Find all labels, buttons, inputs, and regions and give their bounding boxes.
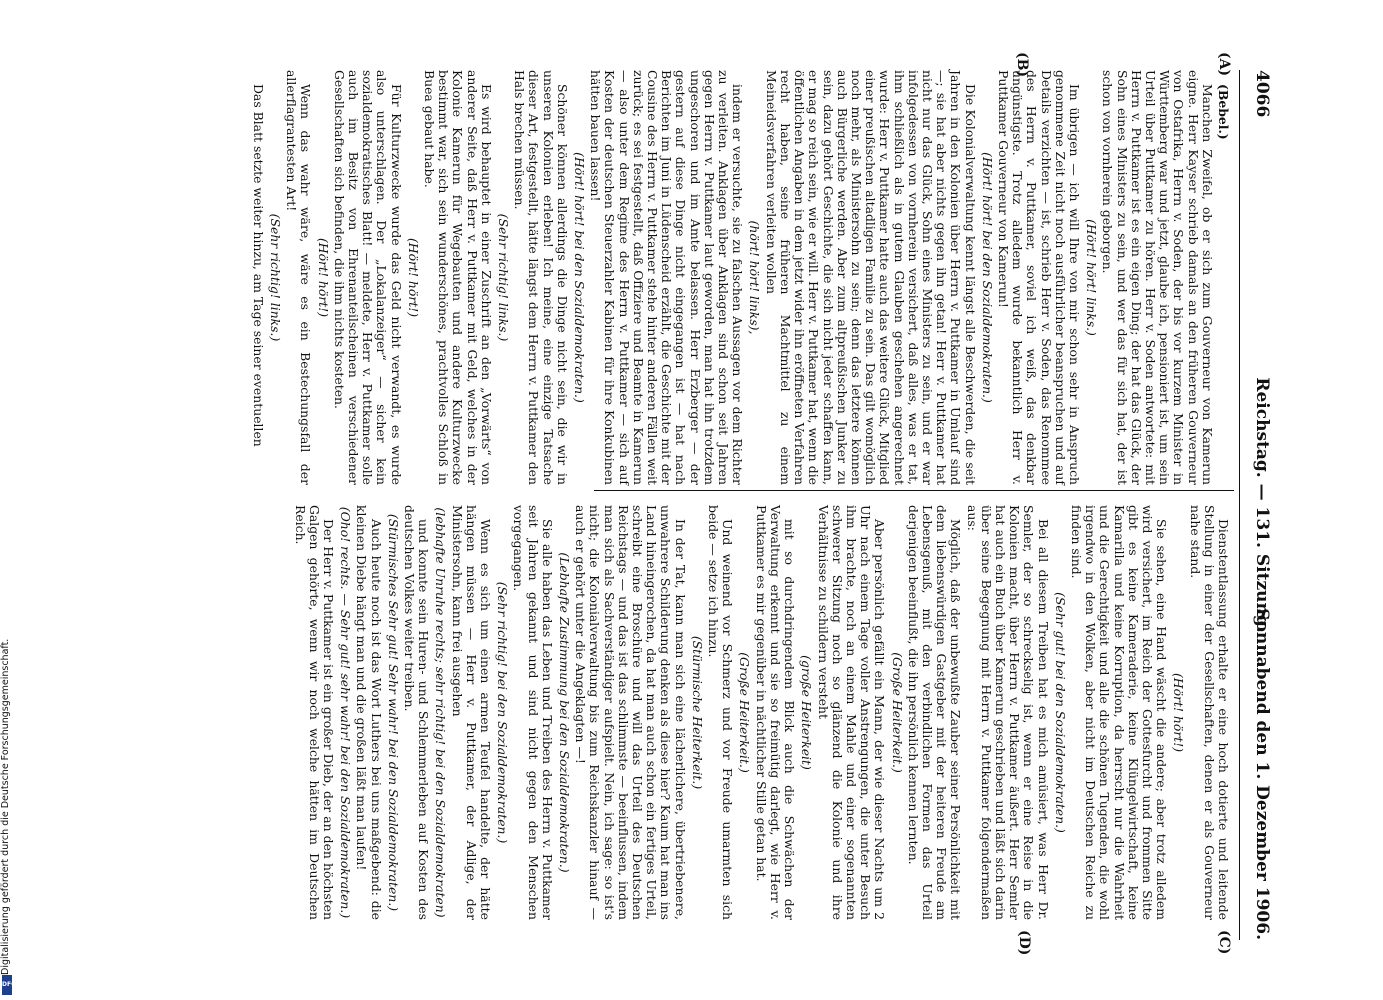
stage-direction: (Große Heiterkeit.) [737, 652, 753, 773]
paragraph: Bei all diesem Treiben hat es mich amüsiert, was Herr Dr. Semler, der so schreckselig ist, wenn er eine Reise in die Kolonien macht, über Herrn v. Puttkamer äußert. Herr Semler hat auch ein Buch über Kamerun geschrieben und läßt sich darin über seine Begegnung mit Herrn v. Puttkamer folgendermaßen aus: [964, 505, 1051, 920]
paragraph: Sie sehen, eine Hand wäscht die andere; aber trotz alledem wird versichert, im Reich der Gottesfurcht und frommen Sitte gibt es keine Kameraderie, keine Klüngelwirtschaft, keine Kamarilla und keine Korruption, da herrscht nur die Wahrheit und die Gerechtigkeit und alle die schönen Tugenden, die wohl irgendwo in den Wolken, aber nicht im Deutschen Reiche zu finden sind. [1068, 505, 1170, 920]
stage-direction: (Hört! hört!) [315, 237, 331, 318]
paragraph: Auch heute noch ist das Wort Luthers bei uns maßgebend: die kleinen Diebe hängt man und die großen läßt man laufen! [354, 505, 384, 920]
stage-direction: (Sehr gut! bei den Sozialdemokraten.) [1052, 592, 1068, 833]
margin-mark-c: (C) [1216, 930, 1232, 955]
paragraph: Die Kolonialverwaltung kennt längst alle Beschwerden, die seit Jahren in den Kolonien über Herrn v. Puttkamer in Umlauf sind —; sie hat aber nichts gegen ihn getan! Herr v. Puttkamer hat nicht nur das Glück, Sohn eines Ministers zu sein, und er war infolgedessen von vornherein versichert, daß alles, was er tat, ihm schließlich als in gutem Glauben geschehen angerechnet wurde: Herr v. Puttkamer hatte auch das weitere Glück, Mitglied einer preußischen altadligen Familie zu sein. Das gilt womöglich noch mehr, als Ministersohn zu sein; denn das letztere können auch Bürgerliche werden. Aber zum altpreußischen Junker zu sein, dazu gehört Geschichte, die sich nicht jeder schaffen kann, er mag so reich sein, wie er will. Herr v. Puttkamer hat, wenn die öffentlichen Angaben in dem jetzt wider ihn eröffneten Verfahren recht haben, seine früheren Machtmittel zu einem Meineidsverfahren verleiten wollen [763, 70, 978, 485]
page-title: Reichstag. — 131. Sitzung. [1252, 377, 1272, 633]
paragraph: Möglich, daß der unbewußte Zauber seiner Persönlichkeit mit dem liebenswürdigen Gastgeber mit der heiteren Freude am Lebensgenuß, mit den verbindlichen Formen das Urteil derjenigen beeinflußt, die ihn persönlich kennen lernten. [905, 505, 964, 920]
stage-direction: (Sehr richtig! links.) [496, 213, 512, 342]
page-number: 4066 [1252, 70, 1272, 118]
stage-direction: (Hört! hört! links.) [1084, 219, 1100, 336]
stage-direction: (Große Heiterkeit.) [889, 652, 905, 773]
paragraph: Aber persönlich gefällt ein Mann, der wie dieser Nachts um 2 Uhr nach einem Tage voller Anstrengungen, die unter Besuch ihm brachte, noch an einem Mahle und einer sogenannten schwerer Sitzung noch so glänzend die Kolonie und ihre Verhältnisse zu schildern versteht [815, 505, 888, 920]
header-rule [1239, 70, 1240, 940]
dfg-logo: DFG [2, 975, 12, 995]
margin-mark-b: (B) [1014, 52, 1030, 78]
paragraph: Wenn das wahr wäre, wäre es ein Bestechungsfall der allerflagrantesten Art! [284, 70, 314, 485]
paragraph: In der Tat, kann man sich eine lächerlichere, übertriebenere, unwahrere Schilderung denken als diese hier? Kaum hat man ins Land hineingerochen, da hat man auch schon ein fertiges Urteil, schreibt eine Broschüre und will das Urteil des Deutschen Reichstags — und das ist das schlimmste — beeinflussen, indem man sich als Sachverständiger aufspielt. Nein, ich sage: so ist's nicht; die Kolonialverwaltung bis zum Reichskanzler hinauf — auch er gehört unter die Angeklagten —! [573, 505, 688, 920]
paragraph: Wenn es sich um einen armen Teufel handelte, der hätte hängen müssen — Herr v. Puttkamer, der Adlige, der Ministersohn, kann frei ausgehen [449, 505, 494, 920]
paragraph: Schöner können allerdings die Dinge nicht sein, die wir in unseren Kolonien erleben! Ich meine, eine einzige Tatsache dieser Art, festgestellt, hätte längst dem Herrn v. Puttkamer den Hals brechen müssen. [512, 70, 570, 485]
paragraph: Manchen Zweifel, ob er sich zum Gouverneur von Kamerun eigne. Herr Kayser schrieb damals an den früheren Gouverneur von Ostafrika, Herrn v. Soden, der bis vor kurzem Minister in Württemberg war und jetzt, glaube ich, pensioniert ist, um sein Urteil über Puttkamer zu hören. Herr v. Soden antwortete: mit Herrn v. Puttkamer ist es ein eigen Ding; der hat das Glück, der Sohn eines Ministers zu sein, und wer das für sich hat, der ist schon von vornherein geborgen. [1100, 70, 1215, 485]
stage-direction: (Stürmische Heiterkeit.) [689, 635, 705, 790]
paragraph: Sie alle haben das Leben und Treiben des Herrn v. Puttkamer seit Jahren gekannt und sind nicht gegen den Menschen vorgegangen. [511, 505, 555, 920]
margin-mark-d: (D) [1016, 930, 1032, 956]
stage-direction: (hört! hört! links), [747, 220, 763, 335]
stage-direction: (Oho! rechts. — Sehr gut! sehr wahr! bei den Sozialdemokraten.) [338, 506, 354, 919]
paragraph: Der Herr v. Puttkamer ist ein großer Dieb, der an den höchsten Galgen gehörte, wenn wir noch welche hätten im Deutschen Reich. [292, 505, 337, 920]
paragraph: Für Kulturzwecke wurde das Geld nicht verwandt, es wurde also unterschlagen. Der „Lokalanzeiger“ — sicher kein sozialdemokratisches Blatt! — meldete, Herr v. Puttkamer solle auch im Besitz von Ehrenanteilscheinen verschiedener Gesellschaften sich befinden, die ihm nichts kosteten. [331, 70, 404, 485]
paragraph: Im übrigen — ich will Ihre von mir schon sehr in Anspruch genommene Zeit nicht noch ausführlicher beanspruchen und auf Details verzichten — ist, schrieb Herr v. Soden, das Renommee des Herrn v. Puttkamer, soviel ich weiß, das denkbar ungünstigste. Trotz alledem wurde bekanntlich Herr v. Puttkamer Gouverneur von Kamerun! [995, 70, 1082, 485]
column-divider [594, 490, 1234, 491]
footer-credit-text: Digitalisierung gefördert durch die Deutsche Forschungsgemeinschaft. [0, 638, 11, 975]
stage-direction: (große Heiterkeit) [799, 655, 815, 770]
margin-mark-a: (A) [1216, 52, 1232, 77]
stage-direction: (Hört! hört! bei den Sozialdemokraten.) [572, 152, 588, 403]
paragraph: Es wird behauptet in einer Zuschrift an den „Vorwärts“ von anderer Seite, daß Herr v. Puttkamer mit Geld, welches in der Kolonie Kamerun für Wegebauten und andere Kulturzwecke bestimmt war, sich sein wunderschönes, prachtvolles Schloß in Buea gebaut habe. [422, 70, 494, 485]
page-header [1242, 70, 1272, 940]
page-date: Sonnabend den 1. Dezember 1906. [1252, 608, 1272, 940]
stage-direction: (Sehr richtig! bei den Sozialdemokraten.) [495, 581, 511, 844]
paragraph: Und weinend vor Schmerz und vor Freude umarmten sich beide — setze ich hinzu. [706, 505, 736, 920]
right-column [290, 505, 1230, 920]
paragraph: mit so durchdringendem Blick auch die Schwächen der Verwaltung erkennt und sie so freimütig darlegt, wie Herr v. Puttkamer es mir gegenüber in nächtlicher Stille getan hat. [753, 505, 798, 920]
paragraph: indem er versuchte, sie zu falschen Aussagen vor dem Richter zu verleiten. Anklagen über Anklagen sind schon seit Jahren gegen Herrn v. Puttkamer laut geworden, man hat ihn trotzdem ungeschoren und im Amte belassen. Herr Erzberger — der gestern auf diese Dinge nicht eingegangen ist — hat nach Berichten im Juni in Lüdenscheid erzählt, die Geschichte mit der Cousine des Herrn v. Puttkamer stehe hinter anderen Fällen weit zurück; es sei festgestellt, daß Offiziere und Beamte in Kamerun — also unter dem Regime des Herrn v. Puttkamer — sich auf Kosten der deutschen Steuerzahler Kabinen für ihre Konkubinen hätten bauen lassen! [588, 70, 746, 485]
stage-direction: (Sehr richtig! links.) [268, 213, 283, 342]
left-column [249, 70, 1230, 485]
stage-direction: (Stürmisches Sehr gut! Sehr wahr! bei den Sozialdemokraten.) [385, 513, 401, 912]
speaker-name: (Bebel.) [1216, 84, 1231, 140]
paragraph: Dienstentlassung erhalte er eine hoch dotierte und leitende Stellung in einer der Gesellschaften, denen er als Gouverneur nahe stand. [1187, 505, 1231, 920]
stage-direction: (Hört! hört! bei den Sozialdemokraten.) [979, 152, 995, 403]
stage-direction: (Lebhafte Zustimmung bei den Sozialdemokraten.) [557, 552, 573, 873]
paragraph: Das Blatt setzte weiter hinzu, am Tage seiner eventuellen [250, 84, 266, 447]
paragraph: und konnte sein Huren- und Schlemmerleben auf Kosten des deutschen Volkes weiter treiben. [402, 505, 432, 920]
stage-direction: (Hört! hört!) [1171, 672, 1187, 753]
stage-direction: (lebhafte Unruhe rechts; sehr richtig! bei den Sozialdemokraten) [433, 507, 449, 918]
stage-direction: (Hört! hört!) [405, 237, 421, 318]
